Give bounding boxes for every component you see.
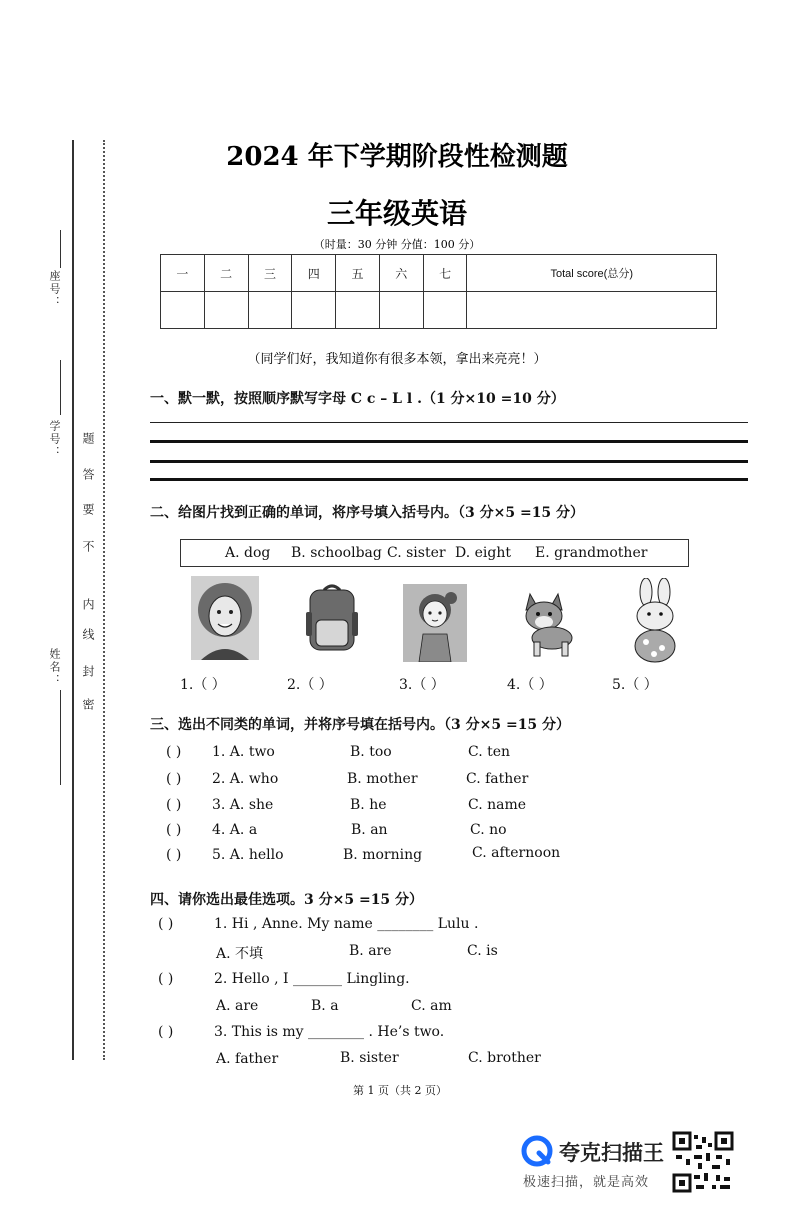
option-c: C. brother (468, 1050, 541, 1066)
picture-answer[interactable]: 1.（ ） (180, 677, 226, 693)
picture-answer[interactable]: 5.（ ） (612, 677, 658, 693)
score-header: 三 (248, 255, 292, 292)
brand-name: 夸克扫描王 (559, 1141, 664, 1165)
score-cell[interactable] (161, 292, 205, 329)
student-no-label: 学号： (48, 420, 61, 459)
option-b: B. sister (340, 1050, 399, 1066)
seal-char: 封 (81, 665, 95, 677)
greeting: （同学们好，我知道你有很多本领，拿出来亮亮！） (247, 352, 547, 367)
seal-char: 不 (81, 540, 95, 552)
exam-title: 2024 年下学期阶段性检测题 (226, 142, 568, 172)
option-b: B. he (350, 797, 387, 813)
seal-char: 内 (81, 598, 95, 610)
score-cell[interactable] (292, 292, 336, 329)
option-a: 2. A. who (212, 771, 279, 787)
dog-picture (516, 590, 580, 660)
score-cell[interactable] (336, 292, 380, 329)
seal-char: 要 (81, 503, 95, 515)
name-blank (60, 690, 61, 785)
seal-char: 题 (81, 432, 95, 444)
option-b: B. an (351, 822, 388, 838)
picture-answer[interactable]: 3.（ ） (399, 677, 445, 693)
score-cell[interactable] (379, 292, 423, 329)
score-header: 四 (292, 255, 336, 292)
quark-logo-icon (521, 1135, 553, 1167)
option-a: 1. A. two (212, 744, 275, 760)
qr-code-icon[interactable] (672, 1131, 734, 1193)
score-header: 二 (204, 255, 248, 292)
score-cell[interactable] (204, 292, 248, 329)
answer-paren[interactable]: ( ) (166, 797, 182, 813)
option-b: B. are (349, 943, 392, 959)
option-c: C. ten (468, 744, 511, 760)
margin-line-outer (72, 140, 74, 1060)
score-cell[interactable] (423, 292, 467, 329)
option-a: 5. A. hello (212, 847, 284, 863)
exam-subtitle: 三年级英语 (326, 197, 467, 230)
word-option: A. dog (225, 545, 271, 561)
option-c: C. is (467, 943, 498, 959)
answer-paren[interactable]: ( ) (158, 916, 174, 932)
option-b: B. mother (347, 771, 418, 787)
option-c: C. am (411, 998, 452, 1014)
word-option: E. grandmother (535, 545, 648, 561)
writing-line-area[interactable] (150, 420, 748, 482)
picture-answer[interactable]: 4.（ ） (507, 677, 553, 693)
answer-paren[interactable]: ( ) (158, 971, 174, 987)
student-no-blank (60, 360, 61, 415)
option-c: C. no (470, 822, 507, 838)
option-b: B. too (350, 744, 392, 760)
grandmother-picture (191, 576, 259, 660)
answer-paren[interactable]: ( ) (166, 847, 182, 863)
option-a: 3. A. she (212, 797, 274, 813)
name-label: 姓名： (48, 648, 61, 687)
option-c: C. afternoon (472, 845, 561, 861)
rabbit-picture (628, 578, 684, 664)
option-b: B. a (311, 998, 339, 1014)
brand-slogan: 极速扫描，就是高效 (523, 1175, 650, 1190)
option-a: A. 不填 (216, 946, 264, 962)
score-header-total: Total score(总分) (467, 255, 717, 292)
question-text: 2. Hello , I _______ Lingling. (214, 971, 410, 987)
score-header: 六 (379, 255, 423, 292)
answer-paren[interactable]: ( ) (158, 1024, 174, 1040)
question-text: 3. This is my ________ . He’s two. (214, 1024, 445, 1040)
option-a: 4. A. a (212, 822, 258, 838)
page-number: 第 1 页（共 2 页） (353, 1084, 447, 1097)
option-c: C. father (466, 771, 529, 787)
option-a: A. father (216, 1051, 279, 1067)
answer-paren[interactable]: ( ) (166, 771, 182, 787)
option-b: B. morning (343, 847, 423, 863)
word-bank (180, 539, 689, 567)
seal-char: 密 (81, 698, 95, 710)
margin-line-dotted (103, 140, 105, 1060)
word-option: C. sister (387, 545, 446, 561)
option-a: A. are (216, 998, 259, 1014)
answer-paren[interactable]: ( ) (166, 822, 182, 838)
section4-heading: 四、请你选出最佳选项。3 分×5 =15 分） (150, 892, 424, 908)
seal-char: 线 (81, 628, 95, 640)
option-c: C. name (468, 797, 527, 813)
score-header: 一 (161, 255, 205, 292)
score-cell-total[interactable] (467, 292, 717, 329)
seat-label: 座号： (48, 270, 61, 309)
score-header: 七 (423, 255, 467, 292)
score-header: 五 (336, 255, 380, 292)
schoolbag-picture (302, 582, 362, 656)
score-table (160, 254, 717, 329)
picture-answer[interactable]: 2.（ ） (287, 677, 333, 693)
score-cell[interactable] (248, 292, 292, 329)
word-option: D. eight (455, 545, 511, 561)
word-option: B. schoolbag (291, 545, 382, 561)
section3-heading: 三、选出不同类的单词，并将序号填在括号内。（3 分×5 =15 分） (150, 717, 571, 733)
exam-meta: （时量：30 分钟 分值：100 分） (313, 238, 481, 251)
question-text: 1. Hi , Anne. My name ________ Lulu . (214, 916, 479, 932)
seal-char: 答 (81, 468, 95, 480)
sister-picture (403, 584, 467, 662)
answer-paren[interactable]: ( ) (166, 744, 182, 760)
section1-heading: 一、默一默，按照顺序默写字母 C c – L l .（1 分×10 =10 分） (150, 391, 565, 407)
section2-heading: 二、给图片找到正确的单词，将序号填入括号内。（3 分×5 =15 分） (150, 505, 585, 521)
